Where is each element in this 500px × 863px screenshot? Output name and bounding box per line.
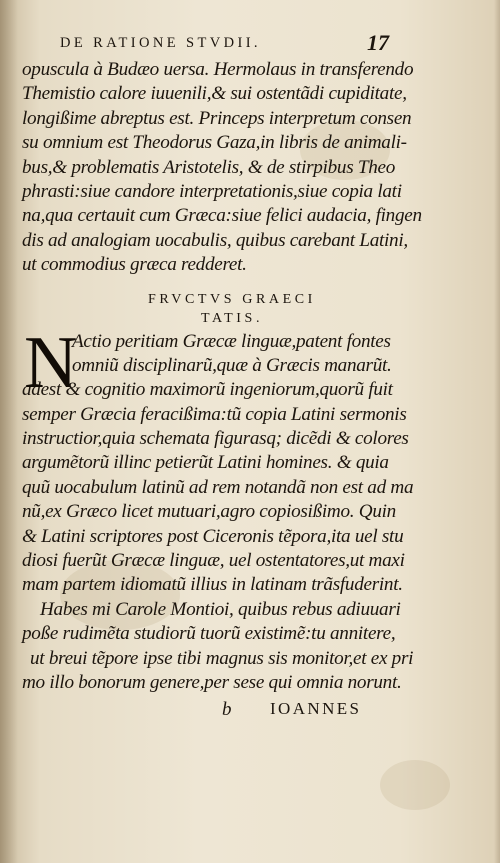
text-line: Actio peritiam Græcæ linguæ,patent fontes <box>72 330 391 352</box>
page-header <box>22 30 402 58</box>
text-line: diosi fuerũt Græcæ linguæ, uel ostentatores,ut maxi <box>22 550 405 572</box>
text-line: quũ uocabulum latinũ ad rem notandã non est ad ma <box>22 476 414 498</box>
text-line: ut commodius græca redderet. <box>22 254 247 276</box>
text-line: Habes mi Carole Montioi, quibus rebus adiuuari <box>40 598 401 620</box>
text-line: adest & cognitio maximorũ ingeniorum,quorũ fuit <box>22 379 393 401</box>
text-line: ut breui tẽpore ipse tibi magnus sis monitor,et ex pri <box>30 647 414 669</box>
text-block <box>22 30 422 723</box>
paragraph-fructus <box>22 321 414 598</box>
text-line: bus,& problematis Aristotelis, & de stirpibus Theo <box>22 156 396 178</box>
text-line: opuscula à Budæo uersa. Hermolaus in transferendo <box>22 59 414 80</box>
paragraph-closing <box>22 598 414 696</box>
text-line: instructior,quia schemata figurasq; dicẽdi & colores <box>22 428 409 450</box>
text-line: mo illo bonorum genere,per sese qui omnia norunt. <box>22 671 402 693</box>
text-line: & Latini scriptores post Ciceronis tẽpora,ita uel stu <box>22 525 404 547</box>
text-line: semper Græcia feracißima:tũ copia Latini sermonis <box>22 403 407 425</box>
text-line: su omnium est Theodorus Gaza,in libris de animali- <box>22 132 407 154</box>
text-line: dis ad analogiam uocabulis, quibus carebant Latini, <box>22 229 408 251</box>
signature-mark: b <box>222 699 232 721</box>
text-line: Themistio calore iuuenili,& sui ostentãdi cupiditate, <box>22 83 407 105</box>
page-number: 17 <box>367 30 389 55</box>
text-line: argumẽtorũ illinc petierũt Latini homines. & quia <box>22 452 389 474</box>
text-line: nũ,ex Græco licet mutuari,agro copiosißimo. Quin <box>22 501 396 523</box>
page-edge-shadow <box>494 0 500 863</box>
paper-stain <box>380 760 450 810</box>
page-footer <box>22 697 402 723</box>
text-line: mam partem idiomatũ illius in latinam trãsfuderint. <box>22 574 403 596</box>
drop-capital: N <box>24 321 78 404</box>
section-title: FRVCTVS GRAECI <box>148 291 316 307</box>
paragraph-continued <box>22 58 422 278</box>
text-line: omniũ disciplinarũ,quæ à Græcis manarũt. <box>72 354 392 376</box>
text-line: phrasti:siue candore interpretationis,siue copia lati <box>22 180 402 202</box>
catchword: IOANNES <box>270 699 362 719</box>
section-title-continued: TATIS. <box>200 310 264 326</box>
running-head: DE RATIONE STVDII. <box>60 35 261 51</box>
text-line: poße rudimẽta studiorũ tuorũ existimẽ:tu annitere, <box>22 623 396 645</box>
text-line: longißime abreptus est. Princeps interpretum consen <box>22 107 412 129</box>
text-line: na,qua certauit cum Græca:siue felici audacia, fingen <box>22 205 422 227</box>
page-gutter-shadow <box>0 0 18 863</box>
